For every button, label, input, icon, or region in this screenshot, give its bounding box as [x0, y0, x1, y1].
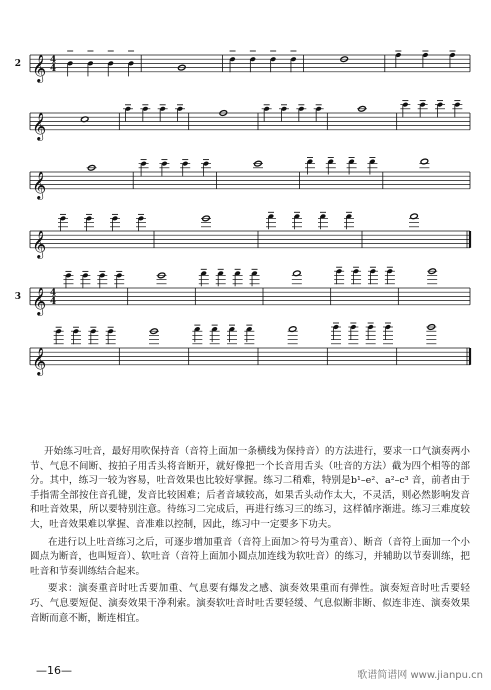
system-number: 2 — [14, 59, 21, 69]
time-signature-top: 4 — [50, 55, 57, 66]
treble-clef-icon: 𝄞 — [32, 53, 47, 82]
system-number: 3 — [14, 292, 21, 302]
watermark: 歌谱简谱网 www.jianpu.cn — [357, 670, 483, 681]
paragraph-2: 在进行以上吐音练习之后，可逐步增加重音（音符上面加＞符号为重音）、断音（音符上面加一个小圆点为断音，也叫短音）、软吐音（音符上面加小圆点加连线为软吐音）的练习，并辅助以节奏训练，把吐音和节奏训练结合起来。 — [30, 536, 470, 577]
explanation-text — [30, 445, 470, 629]
time-signature-bottom: 4 — [50, 64, 57, 74]
treble-clef-icon: 𝄞 — [32, 346, 47, 375]
paragraph-3: 要求：演奏重音时吐舌要加重、气息要有爆发之感、演奏效果重而有弹性。演奏短音时吐舌要轻巧、气息要短促、演奏效果干净利索。演奏软吐音时吐舌要轻缓、气息似断非断、似连非连、演奏效果音断而意不断，断连相宜。 — [30, 583, 470, 624]
time-signature-top: 4 — [50, 288, 57, 299]
treble-clef-icon: 𝄞 — [32, 170, 47, 199]
time-signature-bottom: 4 — [50, 297, 57, 307]
page-number: —16— — [36, 664, 72, 677]
paragraph-1: 开始练习吐音，最好用吹保持音（音符上面加一条横线为保持音）的方法进行，要求一口气演奏两小节、气息不间断、按拍子用舌头将音断开，就好像把一个长音用舌头（吐音的方法）截为四个相等的部分。其中，练习一较为容易，吐音效果也比较好掌握。练习二稍难，特别是b¹–e²、a²–c³ 音，前者由于手指需全部按住音孔键，发音比较困难；后者音域较高，如果舌头动作太大，不灵活，则必然影响发音和吐音效果，所以要特别注意。待练习二完成后，再进行练习三的练习，这样循序渐进。练习三难度较大，吐音效果难以掌握、音准难以控制，因此，练习中一定要多下功夫。 — [30, 446, 470, 530]
treble-clef-icon: 𝄞 — [32, 286, 47, 315]
treble-clef-icon: 𝄞 — [32, 229, 47, 258]
treble-clef-icon: 𝄞 — [32, 111, 47, 140]
